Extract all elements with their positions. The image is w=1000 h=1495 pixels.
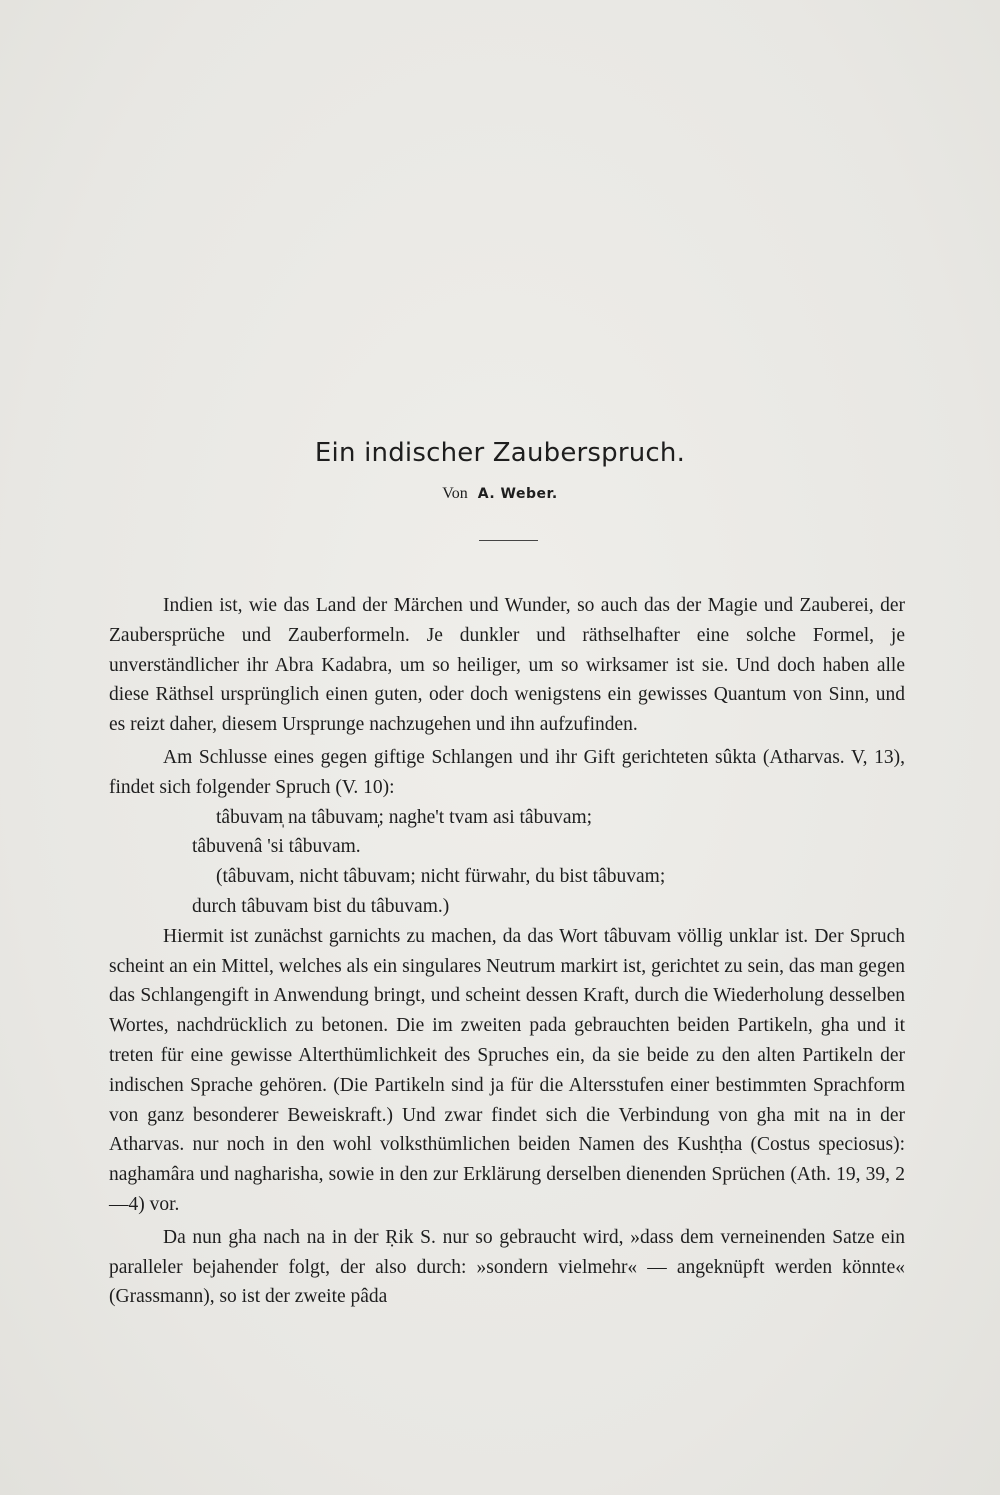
article-title: Ein indischer Zauberspruch.: [314, 438, 686, 468]
byline: [0, 485, 1000, 503]
verse-line: tâbuvenâ 'si tâbuvam.: [192, 836, 361, 858]
verse-block: [109, 803, 905, 922]
verse-line: tâbuvam̩ na tâbuvam̩; naghe't tvam asi tâbuvam;: [216, 806, 593, 828]
paragraph-intro: Indien ist, wie das Land der Märchen und Wunder, so auch das der Magie und Zauberei, der Zaubersprüche und Zauberformeln. Je dunkler und räthselhafter eine solche Formel, je unverständlicher ihr Abra Kadabra, um so heiliger, um so wirksamer ist sie. Und doch haben alle diese Räthsel ursprünglich einen guten, oder doch wenigstens ein gewisses Quantum von Sinn, und es reizt daher, diesem Ursprunge nachzugehen und ihn aufzufinden.: [109, 595, 905, 736]
author-name: A. Weber.: [477, 486, 558, 502]
article-body: [109, 591, 905, 1312]
byline-prefix: Von: [442, 485, 468, 502]
verse-translation-line: durch tâbuvam bist du tâbuvam.): [192, 895, 450, 917]
paragraph-spruch-context: Am Schlusse eines gegen giftige Schlangen und ihr Gift gerichteten sûkta (Atharvas. V, 13), findet sich folgender Spruch (V. 10):: [109, 746, 905, 798]
separator-rule: [479, 540, 538, 541]
paragraph-analysis: Hiermit ist zunächst garnichts zu machen, da das Wort tâbuvam völlig unklar ist. Der Spruch scheint an ein Mittel, welches als ein singulares Neutrum markirt ist, gerichtet zu sein, das man gegen das Schlangengift in Anwendung bringt, und scheint dessen Kraft, durch die Wiederholung desselben Wortes, nachdrücklich zu betonen. Die im zweiten pada gebrauchten beiden Partikeln, gha und it treten für eine gewisse Alterthümlichkeit des Spruches ein, da sie beide zu den alten Partikeln der indischen Sprache gehören. (Die Partikeln sind ja für die Altersstufen einer bestimmten Sprachform von ganz besonderer Beweiskraft.) Und zwar findet sich die Verbindung von gha mit na in der Atharvas. nur noch in den wohl volksthümlichen beiden Namen des Kushṭha (Costus speciosus): naghamâra und nagharisha, sowie in den zur Erklärung derselben dienenden Sprüchen (Ath. 19, 39, 2—4) vor.: [109, 925, 905, 1215]
verse-translation-line: (tâbuvam, nicht tâbuvam; nicht fürwahr, du bist tâbuvam;: [216, 866, 666, 888]
paragraph-gha-na: Da nun gha nach na in der Ṛik S. nur so gebraucht wird, »dass dem verneinenden Satze ein paralleler bejahender folgt, der also durch: »sondern vielmehr« — angeknüpft werden könnte« (Grassmann), so ist der zweite pâda: [109, 1226, 905, 1308]
